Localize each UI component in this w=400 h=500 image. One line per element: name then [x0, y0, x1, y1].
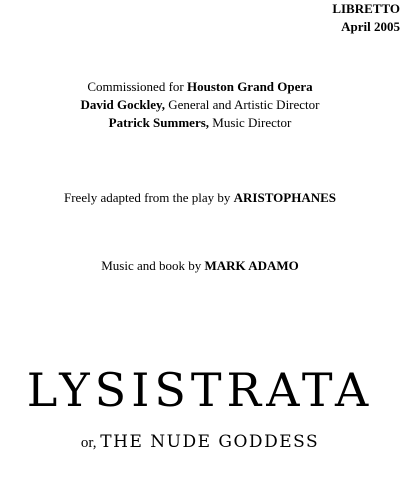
music-director-name: Patrick Summers,: [108, 115, 210, 130]
commission-prefix: Commissioned for: [87, 79, 187, 94]
music-director-title: Music Director: [209, 115, 292, 130]
document-header: [310, 0, 400, 36]
general-director-name: David Gockley,: [80, 97, 165, 112]
playwright-name: ARISTOPHANES: [233, 190, 336, 205]
opera-title: LYSISTRATA: [26, 363, 374, 417]
commission-line-2: [0, 96, 400, 114]
commission-line-1: [0, 78, 400, 96]
credits-prefix: Music and book by: [101, 258, 205, 273]
general-director-title: General and Artistic Director: [165, 97, 320, 112]
doc-type-label: LIBRETTO: [332, 1, 400, 16]
opera-company: Houston Grand Opera: [186, 79, 313, 94]
subtitle-or: or,: [80, 435, 101, 451]
subtitle-main: THE NUDE GODDESS: [100, 432, 320, 452]
commission-block: [0, 78, 400, 132]
credits-line: [0, 257, 400, 275]
composer-name: MARK ADAMO: [204, 258, 299, 273]
adaptation-prefix: Freely adapted from the play by: [63, 190, 234, 205]
doc-date: April 2005: [341, 19, 400, 34]
adaptation-line: [0, 189, 400, 207]
opera-subtitle: [0, 430, 400, 455]
commission-line-3: [0, 114, 400, 132]
